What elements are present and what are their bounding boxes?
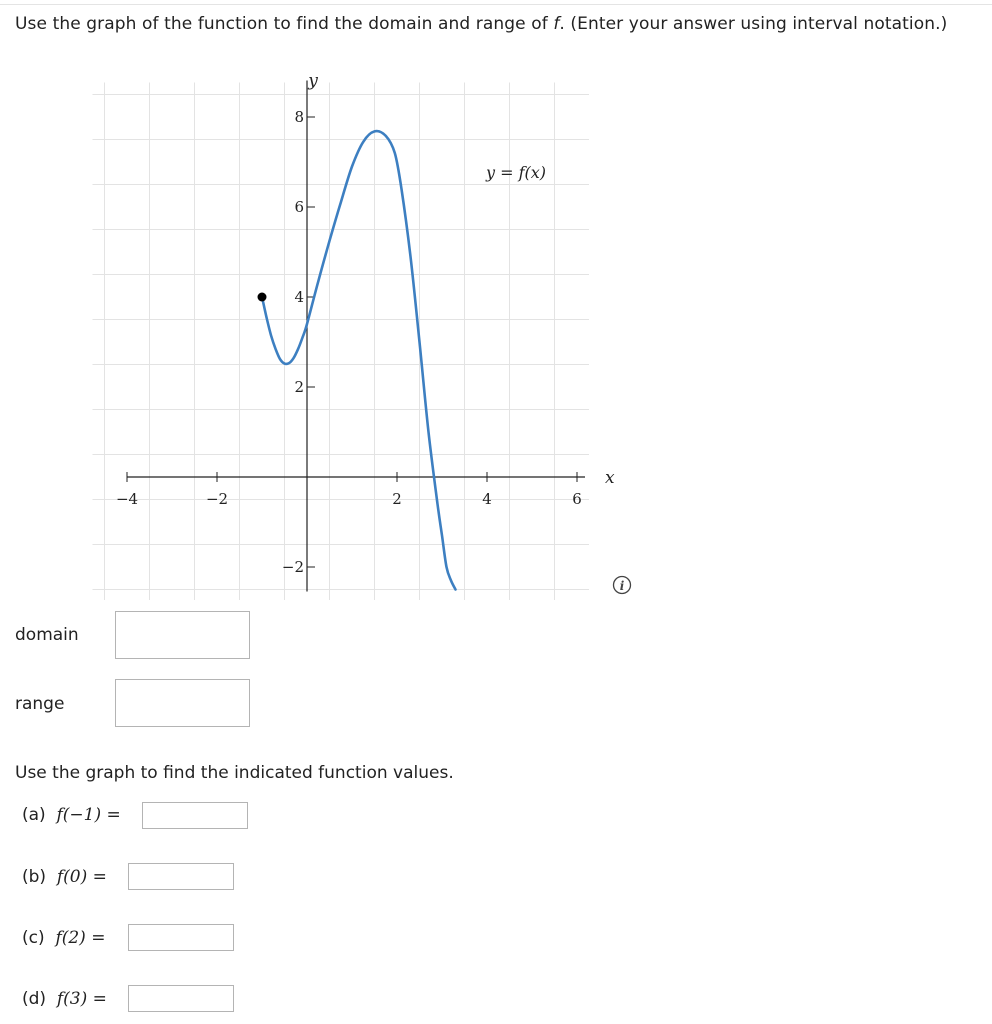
part-c-letter: (c)	[22, 928, 45, 948]
domain-label: domain	[15, 625, 79, 645]
f-neg1-input[interactable]	[142, 802, 248, 829]
part-d-equals: =	[92, 989, 107, 1009]
part-c-expr: f(2)	[55, 928, 86, 948]
prompt-function-var: f	[553, 14, 560, 34]
curve-start-point	[258, 293, 267, 302]
y-tick-label: 6	[294, 198, 304, 216]
part-a-equals: =	[106, 805, 121, 825]
part-c-label	[22, 928, 105, 948]
x-tick-label: 6	[572, 490, 582, 508]
x-tick-label: 4	[482, 490, 492, 508]
range-input[interactable]	[115, 679, 250, 727]
part-b-equals: =	[92, 867, 107, 887]
y-tick-label: 8	[294, 108, 304, 126]
part-c-equals: =	[91, 928, 106, 948]
y-tick-label: 2	[294, 378, 304, 396]
part-a-expr: f(−1)	[56, 805, 102, 825]
y-tick-label: 4	[294, 288, 304, 306]
graph-grid	[93, 83, 590, 601]
y-axis-label: y	[308, 71, 318, 91]
graph-axes	[127, 71, 615, 592]
x-tick-label: 2	[392, 490, 402, 508]
f-0-input[interactable]	[128, 863, 234, 890]
part-b-label	[22, 867, 107, 887]
info-icon[interactable]	[612, 575, 632, 595]
x-axis-label: x	[605, 468, 615, 488]
x-tick-label: −2	[205, 490, 229, 508]
y-tick-label: −2	[281, 558, 304, 576]
svg-text:i: i	[619, 579, 625, 593]
function-curve	[262, 131, 456, 589]
part-b-letter: (b)	[22, 867, 47, 887]
function-values-prompt: Use the graph to find the indicated function values.	[15, 763, 454, 783]
prompt-text-after: . (Enter your answer using interval notation.)	[559, 14, 948, 34]
part-b-expr: f(0)	[56, 867, 88, 887]
prompt-text-before: Use the graph of the function to find the domain and range of	[15, 14, 554, 34]
range-label: range	[15, 694, 65, 714]
part-d-letter: (d)	[22, 989, 47, 1009]
part-d-expr: f(3)	[56, 989, 88, 1009]
part-a-label	[22, 805, 121, 825]
curve-label: y = f(x)	[486, 163, 547, 182]
part-a-letter: (a)	[22, 805, 46, 825]
domain-input[interactable]	[115, 611, 250, 659]
x-tick-label: −4	[115, 490, 139, 508]
f-3-input[interactable]	[128, 985, 234, 1012]
f-2-input[interactable]	[128, 924, 234, 951]
part-d-label	[22, 989, 107, 1009]
